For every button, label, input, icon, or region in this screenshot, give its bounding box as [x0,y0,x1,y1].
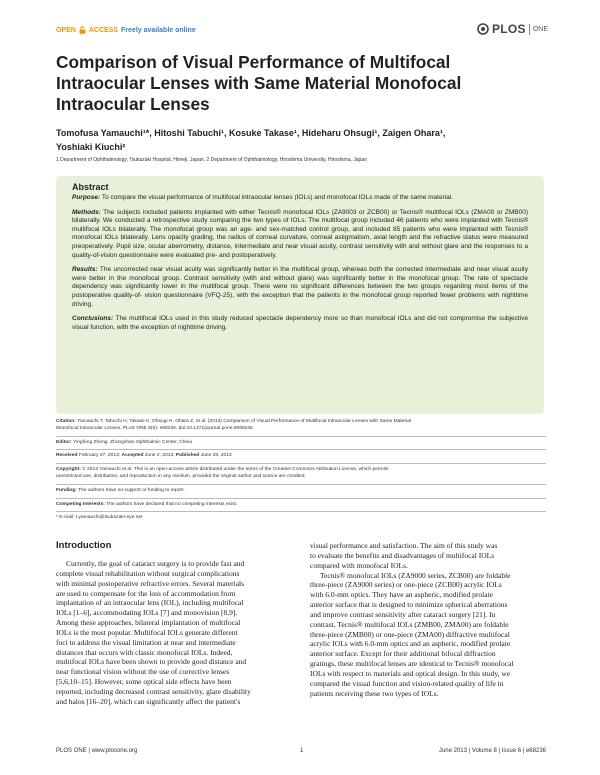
freely-available-label: Freely available online [121,26,196,34]
author-list [56,126,556,154]
plos-one-logo [477,22,548,36]
published-value: June 28, 2013 [200,453,232,459]
intro-line: Among these approaches, bilateral implantation of multifocal [56,618,241,628]
abstract-line: nighttime driving. [72,291,528,308]
intro-line: three-piece (ZA9000 series) or one-piece (ZCB00) acrylic IOLs [310,580,502,590]
intro-line: gratings, these multifocal lenses are identical to Tecnis® monofocal [310,659,514,669]
intro-line: anterior surface. Except for their additional bifocal diffraction [310,649,496,659]
editor-value: Yingfeng Zheng, Zhongshan Ophthalmic Center, China [73,439,192,445]
intro-line: distances that occurs with classic monofocal IOLs. Indeed, [56,647,233,657]
copyright-line-2: unrestricted use, distribution, and reproduction in any medium, provided the original author and source are credited. [56,473,306,479]
dates-line [56,453,546,460]
intro-line: reported, including decreased contrast sensitivity, glare disability [56,686,251,696]
affiliations: 1 Department of Ophthalmology, Tsukazaki Hospital, Himeji, Japan, 2 Department of Ophthalmology, Hiroshima University, Hiroshima, Japan [56,157,367,163]
purpose-label: Purpose: [72,194,101,201]
access-label: ACCESS [88,26,119,34]
intro-line: and improve contrast sensitivity after cataract surgery [21]. In [310,609,496,619]
accepted-value: June 2, 2013; [144,453,175,459]
open-label: OPEN [56,26,76,34]
logo-divider [529,24,530,35]
author-line: Yoshiaki Kiuchi² [56,142,126,152]
intro-left-column [56,559,294,707]
intro-line: patients receiving these two types of IOLs. [310,688,439,698]
citation-line-2: Monofocal Intraocular Lenses. PLoS ONE 8(6): e68236. doi:10.1371/journal.pone.0068236 [56,425,253,431]
funding-label: Funding: [56,487,77,493]
divider [56,436,546,437]
intro-line: IOLs is the most popular. Multifocal IOLs generate different [56,627,238,637]
abstract-box [56,176,544,414]
intro-line: foci to address the visual limitation at near and intermediate [56,637,236,647]
intro-line: multifocal IOLs have been shown to provide good distance and [56,657,247,667]
funding-value: The authors have no support or funding to report. [78,487,185,493]
competing-label: Competing Interests: [56,501,105,507]
intro-line: IOLs with respect to materials and optical design. In this study, we [310,668,511,678]
citation-label: Citation: [56,419,76,424]
divider [56,511,546,512]
results-label: Results: [72,266,98,274]
footer-issue: June 2013 | Volume 8 | Issue 6 | e68236 [438,748,546,754]
abstract-line: material. [428,194,454,201]
introduction-heading: Introduction [56,540,112,551]
intro-line: and halos [16–20], which can significantly affect the patient's [56,696,241,706]
intro-line: Tecnis® monofocal IOLs (ZA9000 series, ZCB00) are foldable [320,570,511,580]
intro-line: contrast, Tecnis® multifocal IOLs (ZMB00, ZMA00) are foldable [310,619,509,629]
competing-line [56,502,546,509]
copyright-text: © 2013 Yamauchi et al. This is an open-access article distributed under the terms of the Creative Commons Attribution License, which permits [82,467,389,473]
logo-one-text: ONE [532,25,548,33]
intro-line: IOLs [1–6], accommodating IOLs [7] and monovision [8,9]. [56,608,238,618]
abstract-line: intermediate and near visual acuity were better in the monofocal group. Contrast sensitivity (with and without glare) was [72,266,528,282]
copyright-label: Copyright: [56,467,81,473]
intro-line: compared with monofocal IOLs. [310,560,408,570]
intro-line: anterior surface that is designed to minimize spherical aberrations [310,600,508,610]
abstract-line: multifocal group included 46 patients who were implanted with Tecnis® multifocal IOLs bilaterally. The monofocal group [72,217,528,233]
divider [56,484,546,485]
plos-logo-icon [477,23,489,35]
citation-text: Yamauchi T, Tabuchi H, Takase K, Ohsugi H, Ohara Z, et al. (2013) Comparison of Visual Performance of Multifocal Intraocular Lenses with Same Material [77,419,412,424]
abstract-line: The subjects included patients implanted with either Tecnis® monofocal IOLs (ZA9003 or ZCB00) or Tecnis® [103,208,423,216]
abstract-heading: Abstract [72,182,109,192]
intro-line: complete visual rehabilitation without surgical complications [56,568,240,578]
abstract-line: multifocal IOLs (ZMA00 or ZMB00) bilaterally. We conducted a retrospective study comparing the two types of IOLs. The [72,208,528,225]
title-line: Comparison of Visual Performance of Multifocal [56,52,451,72]
divider [56,449,546,450]
editor-line [56,440,546,447]
abstract-purpose [72,194,528,203]
intro-line: near functional vision without the use of corrective lenses [56,667,230,677]
divider [56,463,546,464]
open-access-lock-icon [79,26,86,34]
title-line: Intraocular Lenses [56,94,210,114]
received-value: February 27, 2013; [78,453,121,459]
footer-journal: PLOS ONE | www.plosone.org [56,748,138,754]
intro-line: with 6.0-mm optics. They have an aspheric, modified prolate [310,590,493,600]
published-label: Published [175,453,200,459]
abstract-results [72,266,528,309]
abstract-line: postoperatively. [231,251,277,259]
accepted-label: Accepted [121,453,144,459]
intro-line: Currently, the goal of cataract surgery is to provide fast and [66,559,245,568]
article-title [56,52,536,115]
open-access-badge [56,26,196,34]
author-line: Tomofusa Yamauchi¹*, Hitoshi Tabuchi¹, Kosuke Takase¹, Hideharu Ohsugi¹, Zaigen Ohara¹, [56,128,446,138]
intro-line: with minimal postoperative refractive errors. Several materials [56,578,245,588]
citation-block [56,419,546,522]
copyright-line-1 [56,467,546,474]
citation-line-1 [56,419,546,426]
intro-line: three-piece (ZMB00) or one-piece (ZMA00) diffractive multifocal [310,629,510,639]
funding-line [56,488,546,495]
conclusions-label: Conclusions: [72,315,114,323]
intro-line: to evaluate the benefits and disadvantages of multifocal IOLs [310,550,495,560]
competing-value: The authors have declared that no competing interests exist. [106,501,238,507]
intro-right-column [310,541,548,699]
intro-line: visual performance and satisfaction. The aim of this study was [310,541,498,550]
abstract-line: significantly better in the monofocal group. The rate of spectacle dependency was significantly lower in the multifocal [72,274,529,291]
footer-page-number: 1 [300,748,304,754]
abstract-line: were measured preoperatively. Pupil size, ocular aberrometry, distance, intermediate and near visual acuity, contrast [72,234,528,250]
abstract-methods [72,209,528,261]
abstract-line: was an age- and sex-matched control group, and included 85 patients who were implanted with Tecnis® monofocal IOLs [72,225,528,242]
page-footer [56,748,546,754]
divider [56,498,546,499]
abstract-line: The uncorrected near visual acuity was significantly better in the multifocal group, whereas both the corrected [99,266,423,274]
intro-line: compared the visual function and vision-related quality of life in [310,678,504,688]
intro-line: implantation of an intraocular lens (IOL), including multifocal [56,598,244,608]
abstract-line: sensitivity with and without glare and the responses to a quality-of-vision questionnaire were evaluated pre- and [72,242,528,259]
abstract-line: The multifocal IOLs used in this study reduced spectacle dependency more so than monofocal IOLs and did [115,315,436,323]
intro-line: [5,6,10–15]. However, some optical side effects have been [56,677,232,687]
intro-line: are used to compensate for the loss of accommodation from [56,588,236,598]
editor-label: Editor: [56,439,72,445]
abstract-line: group. There were no significant differences between the two groups regarding most items of the postoperative quality-of- [72,283,528,299]
abstract-conclusions [72,315,528,332]
intro-line: acrylic IOLs with 6.0-mm optics and an aspheric, modified prolate [310,639,511,649]
methods-label: Methods: [72,208,101,216]
abstract-line: vision questionnaire (VFQ-25), with the exception that the patients in the monofocal group reported fewer problems with [144,291,500,299]
logo-plos-text: PLOS [491,22,526,36]
abstract-line: not compromise the subjective visual function, with the exception of nighttime driving. [72,315,528,331]
email-line: * E-mail: t.yamauchi@tsukazaki-eye.net [56,515,143,521]
abstract-line: bilaterally. Lens opacity grading, the radius of corneal curvature, corneal astigmatism, axial length and the refractive status [120,234,481,242]
abstract-line: To compare the visual performance of multifocal intraocular lenses (IOLs) and monofocal IOLs made of the same [101,194,427,201]
title-line: Intraocular Lenses with Same Material Monofocal [56,73,462,93]
received-label: Received [56,453,78,459]
